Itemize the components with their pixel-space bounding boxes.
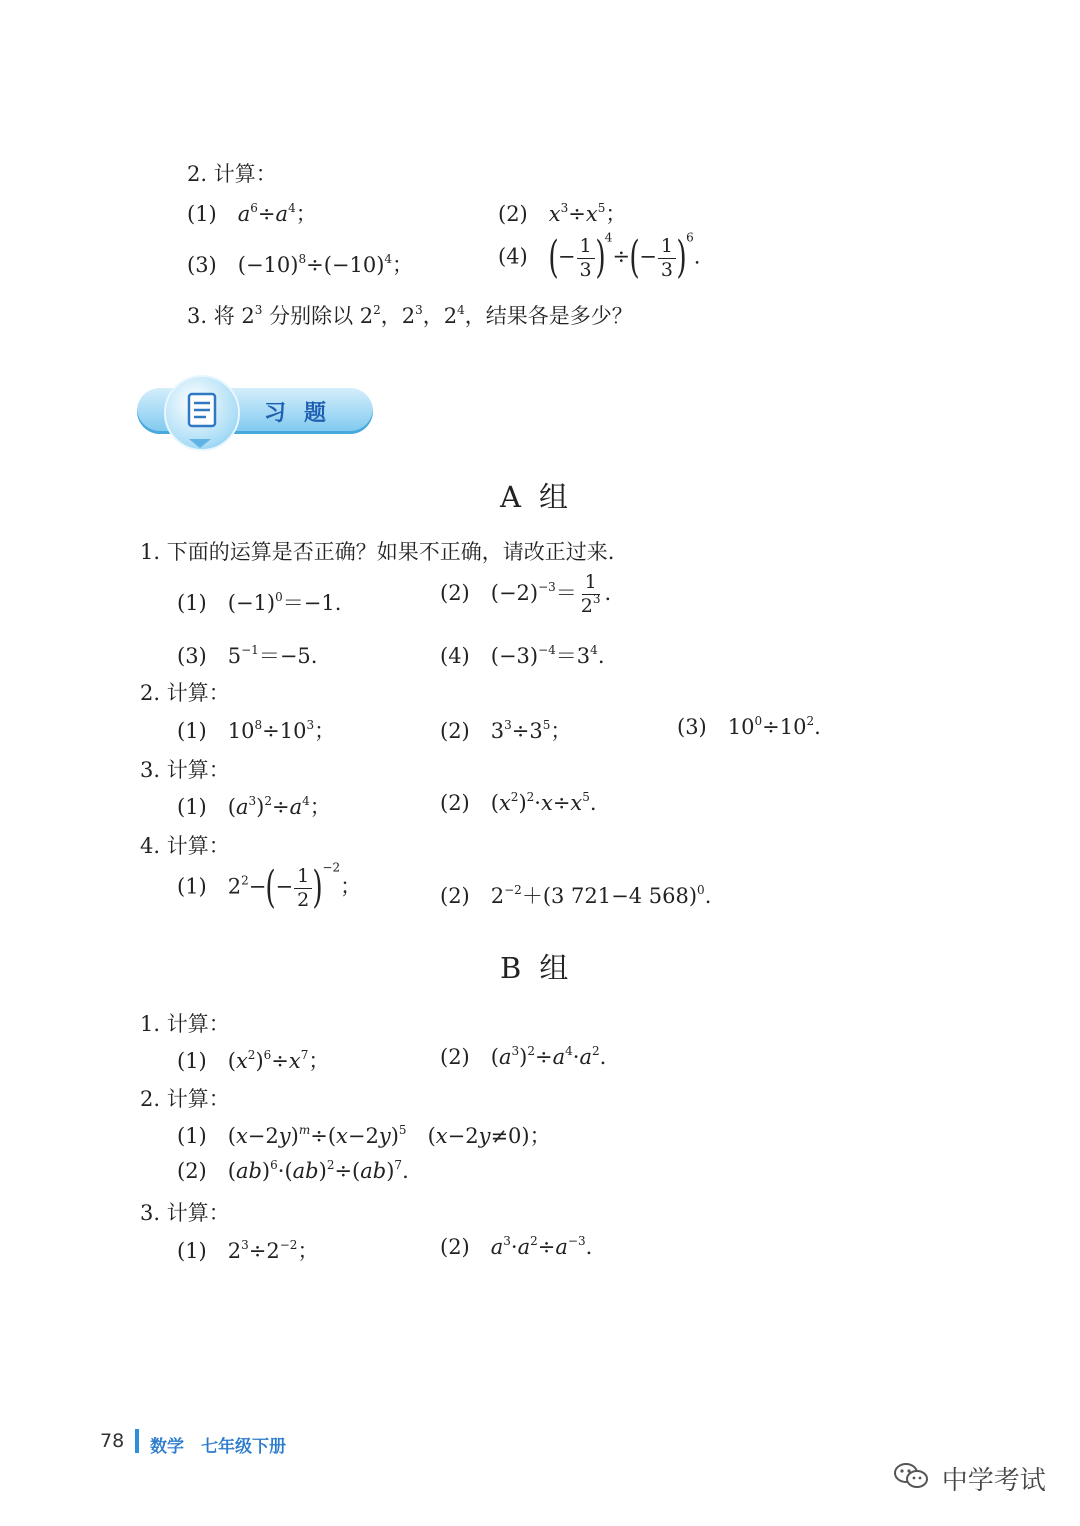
group-a-q2: 2. 计算：	[140, 681, 230, 705]
wechat-icon	[893, 1461, 929, 1496]
group-a-q1-item-2: (2) $(-2)^{-3}=$ $\frac{1}{2^3}$ .	[440, 571, 612, 617]
group-a-q1-item-1: (1) $(-1)^0=-1$.	[177, 590, 342, 615]
group-a-q4: 4. 计算：	[140, 834, 230, 858]
group-a-q2-item-2: (2) $3^3\div 3^5$；	[440, 718, 572, 743]
footer-book-title: 数学 七年级下册	[150, 1437, 286, 1457]
banner-label: 习题	[264, 401, 345, 426]
group-b-q3-item-2: (2) $a^3\cdot a^2\div a^{-3}$.	[440, 1234, 593, 1259]
group-a-q1-item-4: (4) $(-3)^{-4}=3^4$.	[440, 643, 605, 668]
watermark-text: 中学考试	[941, 1466, 1046, 1496]
group-a-q3-item-1: (1) $(a^3)^2\div a^4$；	[177, 794, 331, 819]
group-a-q1: 1. 下面的运算是否正确？如果不正确，请改正过来.	[140, 540, 615, 564]
group-a-q3-item-2: (2) $(x^2)^2\cdot x\div x^5$.	[440, 790, 597, 815]
group-b-q2-item-2: (2) (ab)$^6$·(ab)$^2$÷(ab)$^7$.	[177, 1158, 409, 1183]
group-a-q2-item-1: (1) $10^8\div 10^3$；	[177, 718, 336, 743]
group-a-q1-item-3: (3) $5^{-1}=-5$.	[177, 643, 318, 668]
footer-divider	[135, 1429, 139, 1453]
group-b-title: B 组	[500, 951, 571, 985]
exercise-2-label: 2. 计算：	[187, 162, 277, 186]
exercise-2-item-3: (3) $(-10)^8\div(-10)^4$；	[187, 252, 414, 277]
exercise-2-item-1: (1) $a^6\div a^4$；	[187, 201, 317, 226]
group-b-q1-item-1: (1) $(x^2)^6\div x^7$；	[177, 1048, 330, 1073]
exercise-2-item-4: (4) (− $\frac{1}{3}$ )$^4$÷(− $\frac{1}{3}$ )$^6$.	[498, 230, 701, 283]
exercise-3: 3. 将 $2^3$ 分别除以 $2^2$，$2^3$，$2^4$，结果各是多少？	[187, 303, 633, 328]
group-a-q4-item-2: (2) $2^{-2}+(3$ 721−4 568)$^0$.	[440, 883, 712, 908]
banner-tip	[189, 439, 211, 448]
group-b-q1: 1. 计算：	[140, 1012, 230, 1036]
group-a-q3: 3. 计算：	[140, 758, 230, 782]
group-b-q3: 3. 计算：	[140, 1201, 230, 1225]
group-b-q3-item-1: (1) $2^3\div 2^{-2}$；	[177, 1238, 319, 1263]
group-b-q1-item-2: (2) $(a^3)^2\div a^4\cdot a^2$.	[440, 1044, 607, 1069]
group-a-title: A 组	[500, 480, 570, 514]
group-a-q2-item-3: (3) $10^0\div 10^2$.	[677, 714, 821, 739]
group-b-q2: 2. 计算：	[140, 1087, 230, 1111]
group-a-q4-item-1: (1) $2^2-(-$ $\frac{1}{2}$ )$^{-2}$；	[177, 860, 362, 913]
watermark	[893, 1460, 1046, 1497]
page-number: 78	[100, 1430, 125, 1452]
exercise-2-item-2: (2) $x^3\div x^5$；	[498, 201, 627, 226]
group-b-q2-item-1: (1) $(x-2y)^m\div(x-2y)^5$ (x−2y≠0)；	[177, 1123, 551, 1148]
